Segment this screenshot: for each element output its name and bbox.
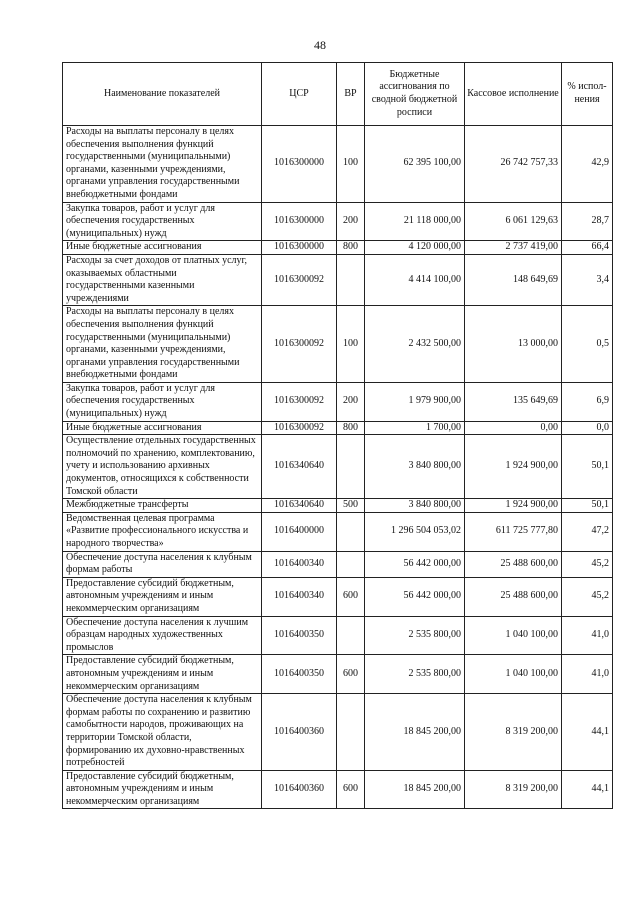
table-row	[63, 241, 613, 255]
row-execution-cell: 611 725 777,80	[465, 512, 562, 551]
row-execution-cell: 8 319 200,00	[465, 694, 562, 771]
row-csr-cell: 1016300000	[262, 202, 337, 241]
row-name-cell: Предоставление субсидий бюджетным, автономным учреждениям и иным некоммерческим организациям	[63, 577, 262, 616]
row-percent-cell: 0,0	[562, 421, 613, 435]
table-row	[63, 306, 613, 383]
row-execution-cell: 26 742 757,33	[465, 126, 562, 203]
row-name-cell: Иные бюджетные ассигнования	[63, 421, 262, 435]
row-execution-cell: 13 000,00	[465, 306, 562, 383]
row-vr-cell: 600	[337, 577, 365, 616]
row-allocations-cell: 4 414 100,00	[365, 254, 465, 305]
row-execution-cell: 2 737 419,00	[465, 241, 562, 255]
row-percent-cell: 41,0	[562, 616, 613, 655]
row-csr-cell: 1016400000	[262, 512, 337, 551]
table-row	[63, 421, 613, 435]
row-name-cell: Расходы за счет доходов от платных услуг, оказываемых областными государственными казенными учреждениями	[63, 254, 262, 305]
row-name-cell: Предоставление субсидий бюджетным, автономным учреждениям и иным некоммерческим организациям	[63, 655, 262, 694]
row-vr-cell	[337, 616, 365, 655]
row-execution-cell: 8 319 200,00	[465, 770, 562, 809]
row-allocations-cell: 62 395 100,00	[365, 126, 465, 203]
row-allocations-cell: 3 840 800,00	[365, 435, 465, 499]
row-vr-cell	[337, 435, 365, 499]
row-name-cell: Обеспечение доступа населения к клубным формам работы	[63, 551, 262, 577]
table-row	[63, 577, 613, 616]
header-vr: ВР	[337, 63, 365, 126]
row-csr-cell: 1016400360	[262, 770, 337, 809]
row-name-cell: Расходы на выплаты персоналу в целях обеспечения выполнения функций государственными (муниципальными) органами, казенными учреждениями, органами управления государственными внебюджетными фондами	[63, 306, 262, 383]
table-row	[63, 382, 613, 421]
row-vr-cell: 200	[337, 202, 365, 241]
row-name-cell: Обеспечение доступа населения к клубным формам работы по сохранению и развитию самобытности народов, проживающих на территории Томской области, формированию их духовно-нравственных потребностей	[63, 694, 262, 771]
row-name-cell: Обеспечение доступа населения к лучшим образцам народных художественных промыслов	[63, 616, 262, 655]
row-allocations-cell: 21 118 000,00	[365, 202, 465, 241]
row-percent-cell: 66,4	[562, 241, 613, 255]
row-vr-cell: 800	[337, 421, 365, 435]
table-row	[63, 616, 613, 655]
row-allocations-cell: 2 432 500,00	[365, 306, 465, 383]
row-vr-cell	[337, 254, 365, 305]
page-number: 48	[314, 38, 326, 52]
header-name: Наименование показателей	[63, 63, 262, 126]
row-allocations-cell: 1 700,00	[365, 421, 465, 435]
header-percent: % испол-нения	[562, 63, 613, 126]
row-percent-cell: 42,9	[562, 126, 613, 203]
row-allocations-cell: 18 845 200,00	[365, 770, 465, 809]
row-name-cell: Осуществление отдельных государственных полномочий по хранению, комплектованию, учету и использованию архивных документов, относящихся к собственности Томской области	[63, 435, 262, 499]
header-allocations: Бюджетные ассигнования по сводной бюджетной росписи	[365, 63, 465, 126]
row-vr-cell: 600	[337, 770, 365, 809]
row-vr-cell: 100	[337, 126, 365, 203]
table-row	[63, 770, 613, 809]
row-allocations-cell: 18 845 200,00	[365, 694, 465, 771]
header-execution: Кассовое исполнение	[465, 63, 562, 126]
row-vr-cell: 200	[337, 382, 365, 421]
row-csr-cell: 1016300092	[262, 306, 337, 383]
row-execution-cell: 148 649,69	[465, 254, 562, 305]
table-body	[63, 126, 613, 809]
row-name-cell: Закупка товаров, работ и услуг для обеспечения государственных (муниципальных) нужд	[63, 382, 262, 421]
table-row	[63, 655, 613, 694]
row-percent-cell: 44,1	[562, 770, 613, 809]
row-percent-cell: 50,1	[562, 435, 613, 499]
row-name-cell: Расходы на выплаты персоналу в целях обеспечения выполнения функций государственными (муниципальными) органами, казенными учреждениями, органами управления государственными внебюджетными фондами	[63, 126, 262, 203]
row-csr-cell: 1016400360	[262, 694, 337, 771]
row-allocations-cell: 1 296 504 053,02	[365, 512, 465, 551]
table-row	[63, 254, 613, 305]
row-percent-cell: 28,7	[562, 202, 613, 241]
row-csr-cell: 1016300000	[262, 126, 337, 203]
row-csr-cell: 1016400340	[262, 551, 337, 577]
row-percent-cell: 50,1	[562, 499, 613, 513]
row-vr-cell: 100	[337, 306, 365, 383]
row-name-cell: Закупка товаров, работ и услуг для обеспечения государственных (муниципальных) нужд	[63, 202, 262, 241]
row-execution-cell: 135 649,69	[465, 382, 562, 421]
row-percent-cell: 45,2	[562, 577, 613, 616]
row-execution-cell: 25 488 600,00	[465, 551, 562, 577]
row-vr-cell	[337, 551, 365, 577]
row-vr-cell	[337, 512, 365, 551]
header-csr: ЦСР	[262, 63, 337, 126]
row-percent-cell: 0,5	[562, 306, 613, 383]
row-csr-cell: 1016300092	[262, 254, 337, 305]
table-row	[63, 126, 613, 203]
row-allocations-cell: 4 120 000,00	[365, 241, 465, 255]
row-allocations-cell: 56 442 000,00	[365, 551, 465, 577]
row-execution-cell: 25 488 600,00	[465, 577, 562, 616]
row-vr-cell	[337, 694, 365, 771]
row-vr-cell: 800	[337, 241, 365, 255]
row-allocations-cell: 2 535 800,00	[365, 616, 465, 655]
row-csr-cell: 1016400340	[262, 577, 337, 616]
row-allocations-cell: 56 442 000,00	[365, 577, 465, 616]
row-csr-cell: 1016300092	[262, 421, 337, 435]
row-csr-cell: 1016340640	[262, 499, 337, 513]
row-percent-cell: 47,2	[562, 512, 613, 551]
row-csr-cell: 1016300092	[262, 382, 337, 421]
table-row	[63, 435, 613, 499]
row-execution-cell: 1 924 900,00	[465, 435, 562, 499]
row-csr-cell: 1016400350	[262, 655, 337, 694]
row-execution-cell: 1 040 100,00	[465, 655, 562, 694]
row-allocations-cell: 2 535 800,00	[365, 655, 465, 694]
row-name-cell: Предоставление субсидий бюджетным, автономным учреждениям и иным некоммерческим организациям	[63, 770, 262, 809]
row-percent-cell: 3,4	[562, 254, 613, 305]
row-name-cell: Ведомственная целевая программа «Развитие профессионального искусства и народного творчества»	[63, 512, 262, 551]
row-execution-cell: 6 061 129,63	[465, 202, 562, 241]
table-row	[63, 512, 613, 551]
table-row	[63, 499, 613, 513]
row-csr-cell: 1016300000	[262, 241, 337, 255]
table-header-row	[63, 63, 613, 126]
row-execution-cell: 1 040 100,00	[465, 616, 562, 655]
row-percent-cell: 41,0	[562, 655, 613, 694]
row-vr-cell: 500	[337, 499, 365, 513]
row-execution-cell: 0,00	[465, 421, 562, 435]
row-percent-cell: 44,1	[562, 694, 613, 771]
row-allocations-cell: 3 840 800,00	[365, 499, 465, 513]
table-row	[63, 551, 613, 577]
row-execution-cell: 1 924 900,00	[465, 499, 562, 513]
row-csr-cell: 1016340640	[262, 435, 337, 499]
row-percent-cell: 6,9	[562, 382, 613, 421]
table-row	[63, 694, 613, 771]
row-name-cell: Межбюджетные трансферты	[63, 499, 262, 513]
row-name-cell: Иные бюджетные ассигнования	[63, 241, 262, 255]
row-allocations-cell: 1 979 900,00	[365, 382, 465, 421]
row-vr-cell: 600	[337, 655, 365, 694]
table-row	[63, 202, 613, 241]
budget-execution-table	[62, 62, 613, 809]
row-csr-cell: 1016400350	[262, 616, 337, 655]
row-percent-cell: 45,2	[562, 551, 613, 577]
